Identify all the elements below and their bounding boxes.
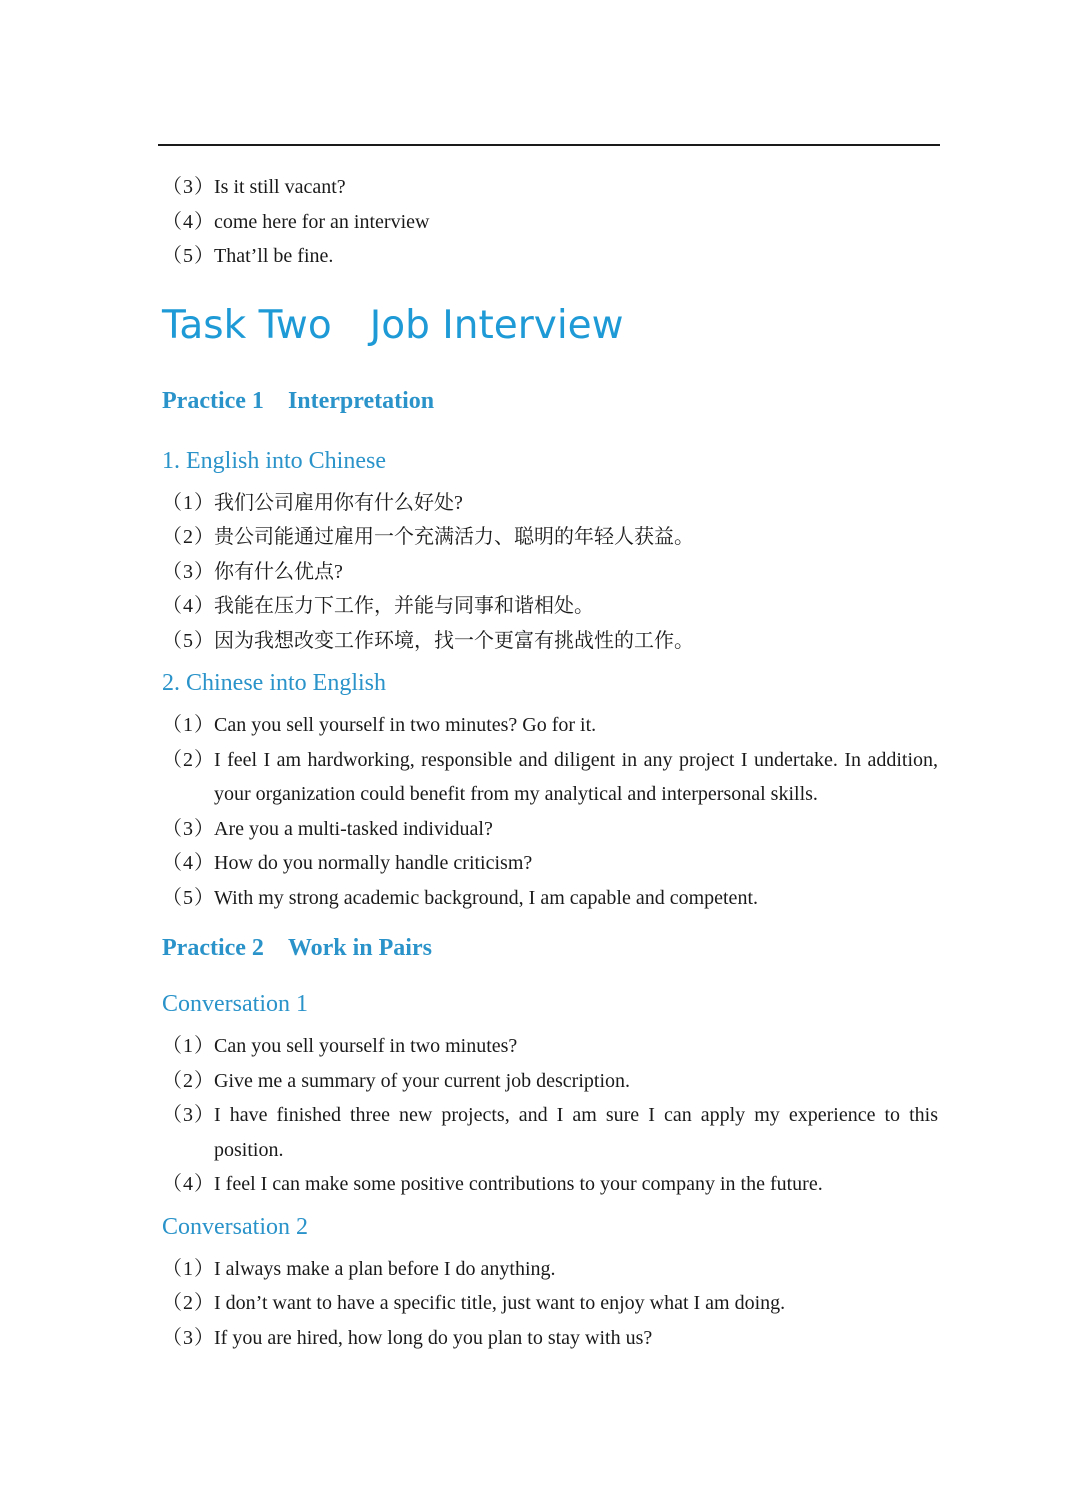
item-number: （2） bbox=[162, 1069, 215, 1092]
item-number: （1） bbox=[162, 1257, 215, 1280]
list-item bbox=[162, 486, 938, 521]
section-heading-e2c: 1. English into Chinese bbox=[162, 447, 386, 474]
item-text: I feel I can make some positive contributions to your company in the future. bbox=[214, 1173, 823, 1195]
item-text: Are you a multi-tasked individual? bbox=[214, 817, 493, 840]
item-number: （3） bbox=[162, 1326, 215, 1349]
list-item bbox=[162, 1167, 938, 1202]
list-item bbox=[162, 708, 938, 743]
practice-title: Interpretation bbox=[287, 387, 435, 414]
item-text: 因为我想改变工作环境，找一个更富有挑战性的工作。 bbox=[214, 629, 694, 652]
list-item bbox=[162, 555, 938, 590]
item-text: 我能在压力下工作，并能与同事和谐相处。 bbox=[214, 595, 594, 617]
page-content bbox=[162, 170, 938, 1355]
item-number: （2） bbox=[162, 526, 215, 548]
practice-title: Work in Pairs bbox=[287, 935, 432, 961]
list-item bbox=[162, 520, 938, 555]
list-item bbox=[162, 1252, 938, 1287]
item-text: How do you normally handle criticism? bbox=[214, 852, 533, 874]
header-rule bbox=[158, 144, 940, 146]
list-item bbox=[162, 743, 938, 812]
item-text: Is it still vacant? bbox=[214, 176, 346, 198]
item-number: （2） bbox=[162, 748, 215, 771]
list-item bbox=[162, 1029, 938, 1064]
item-number: （3） bbox=[162, 817, 215, 840]
practice-label: Practice 1 bbox=[162, 387, 264, 414]
list-item bbox=[162, 624, 938, 659]
task-name: Job Interview bbox=[369, 302, 624, 348]
item-text: come here for an interview bbox=[214, 210, 430, 233]
item-text: I always make a plan before I do anything. bbox=[214, 1257, 556, 1280]
item-text: With my strong academic background, I am capable and competent. bbox=[214, 886, 758, 909]
practice-2-heading bbox=[162, 933, 938, 963]
conversation-2-heading: Conversation 2 bbox=[162, 1213, 308, 1240]
item-text: I don’t want to have a specific title, just want to enjoy what I am doing. bbox=[214, 1292, 786, 1314]
item-number: （3） bbox=[162, 560, 215, 583]
item-text: If you are hired, how long do you plan to stay with us? bbox=[214, 1326, 653, 1349]
item-number: （1） bbox=[162, 714, 215, 736]
list-item bbox=[162, 1064, 938, 1099]
item-number: （4） bbox=[162, 1173, 215, 1195]
item-number: （2） bbox=[162, 1292, 215, 1314]
list-item bbox=[162, 1286, 938, 1321]
item-number: （5） bbox=[162, 245, 215, 267]
section-heading-c2e: 2. Chinese into English bbox=[162, 670, 386, 696]
list-item bbox=[162, 881, 938, 916]
practice-label: Practice 2 bbox=[162, 935, 264, 961]
task-label: Task Two bbox=[162, 302, 332, 348]
list-item bbox=[162, 1321, 938, 1356]
item-text: That’ll be fine. bbox=[214, 245, 334, 267]
conversation-2-list bbox=[162, 1252, 938, 1356]
task-title bbox=[162, 302, 938, 350]
list-item bbox=[162, 1098, 938, 1167]
item-text: I feel I am hardworking, responsible and diligent in any project I undertake. In addition, your organization could benefit from my analytical and interpersonal skills. bbox=[214, 748, 938, 805]
conversation-1-heading: Conversation 1 bbox=[162, 991, 308, 1017]
e2c-list bbox=[162, 486, 938, 659]
item-number: （4） bbox=[162, 210, 215, 233]
item-number: （1） bbox=[162, 1035, 215, 1057]
item-text: I have finished three new projects, and I am sure I can apply my experience to this position. bbox=[214, 1104, 938, 1161]
item-text: 贵公司能通过雇用一个充满活力、聪明的年轻人获益。 bbox=[214, 526, 694, 548]
practice-1-heading bbox=[162, 386, 938, 416]
list-item bbox=[162, 812, 938, 847]
conversation-1-list bbox=[162, 1029, 938, 1202]
item-number: （4） bbox=[162, 852, 215, 874]
list-item bbox=[162, 239, 938, 274]
list-item bbox=[162, 589, 938, 624]
item-text: Can you sell yourself in two minutes? bbox=[214, 1035, 518, 1057]
item-text: Give me a summary of your current job description. bbox=[214, 1069, 630, 1092]
item-number: （5） bbox=[162, 886, 215, 909]
top-list bbox=[162, 170, 938, 274]
item-text: 你有什么优点? bbox=[214, 560, 343, 583]
item-number: （1） bbox=[162, 491, 215, 514]
item-text: Can you sell yourself in two minutes? Go for it. bbox=[214, 714, 597, 736]
c2e-list bbox=[162, 708, 938, 915]
item-number: （3） bbox=[162, 1104, 215, 1126]
item-number: （5） bbox=[162, 629, 215, 652]
list-item bbox=[162, 205, 938, 240]
item-number: （3） bbox=[162, 176, 215, 198]
list-item bbox=[162, 846, 938, 881]
item-number: （4） bbox=[162, 595, 215, 617]
item-text: 我们公司雇用你有什么好处? bbox=[214, 491, 463, 514]
list-item bbox=[162, 170, 938, 205]
